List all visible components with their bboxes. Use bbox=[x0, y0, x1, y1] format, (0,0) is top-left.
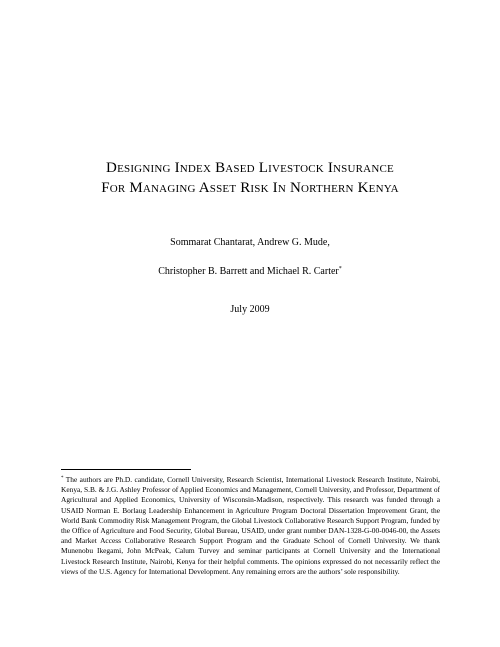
authors-line-1: Sommarat Chantarat, Andrew G. Mude, bbox=[170, 237, 330, 248]
footnote-separator bbox=[61, 469, 191, 470]
publication-date: July 2009 bbox=[230, 304, 270, 315]
footnote bbox=[61, 474, 440, 577]
author-footnote-marker: * bbox=[338, 266, 342, 272]
paper-title-line-1: Designing Index Based Livestock Insurance bbox=[106, 160, 394, 176]
footnote-text: The authors are Ph.D. candidate, Cornell University, Research Scientist, International Livestock Research Institute, Nairobi, Kenya, S.B. & J.G. Ashley Professor of Applied Economics and Management, Cornell University, and Professor, Department of Agricultural and Applied Economics, University of Wisconsin-Madison, respectively. This research was funded through a USAID Norman E. Borlaug Leadership Enhancement in Agriculture Program Doctoral Dissertation Improvement Grant, the World Bank Commodity Risk Management Program, the Global Livestock Collaborative Research Support Program, funded by the Office of Agriculture and Food Security, Global Bureau, USAID, under grant number DAN-1328-G-00-0046-00, the Assets and Market Access Collaborative Research Support Program and the Graduate School of Cornell University. We thank Munenobu Ikegami, John McPeak, Calum Turvey and seminar participants at Cornell University and the International Livestock Research Institute, Nairobi, Kenya for their helpful comments. The opinions expressed do not necessarily reflect the views of the U.S. Agency for International Development. Any remaining errors are the authors’ sole responsibility. bbox=[61, 475, 440, 576]
authors-line-2: Christopher B. Barrett and Michael R. Carter bbox=[158, 266, 339, 277]
authors-line-2-wrapper bbox=[60, 262, 440, 279]
footnote-marker: * bbox=[61, 476, 64, 481]
paper-title-line-2: For Managing Asset Risk In Northern Kenya bbox=[101, 180, 399, 196]
